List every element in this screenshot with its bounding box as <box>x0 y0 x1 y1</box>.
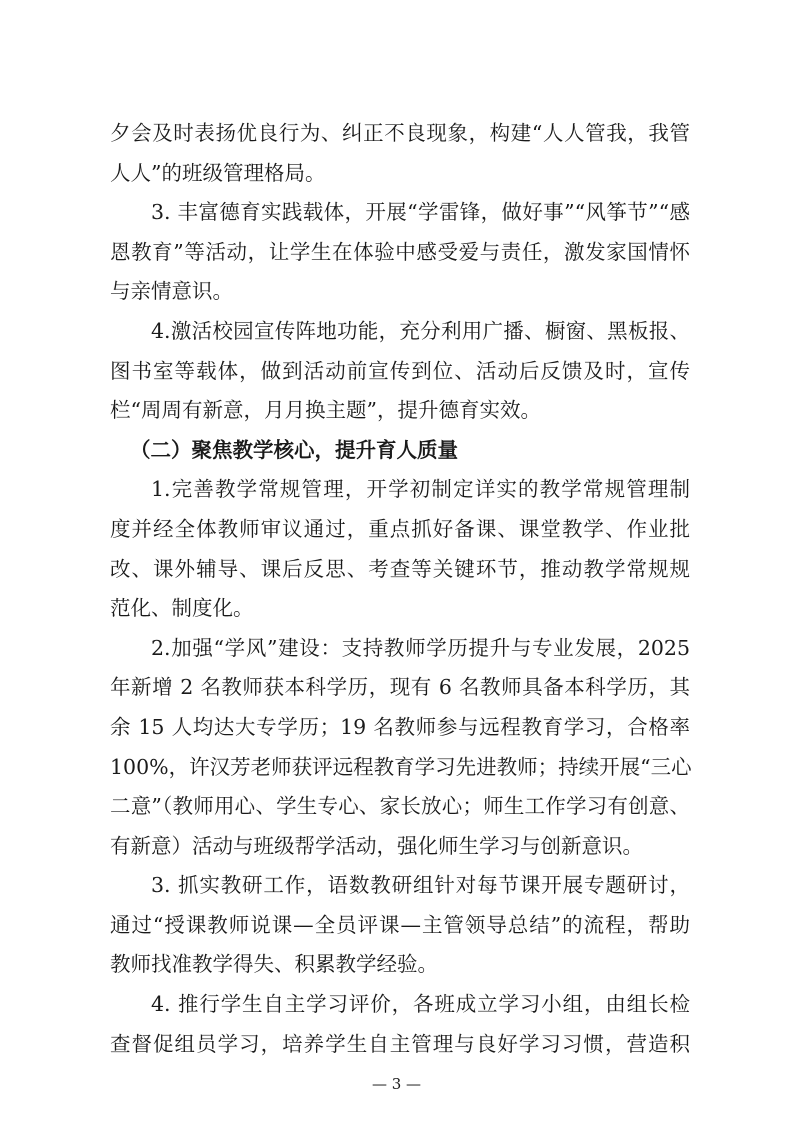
text-line: 4.激活校园宣传阵地功能，充分利用广播、橱窗、黑板报、 <box>151 318 690 343</box>
text-line: 4. 推行学生自主学习评价，各班成立学习小组，由组长检 <box>151 992 690 1017</box>
text-line: 夕会及时表扬优良行为、纠正不良现象，构建“人人管我，我管 <box>110 121 690 145</box>
text-line: 教师找准教学得失、积累教学经验。 <box>110 952 438 977</box>
text-line: 3. 丰富德育实践载体，开展“学雷锋，做好事”“风筝节”“感 <box>151 200 690 225</box>
text-line: 通过“授课教师说课—全员评课—主管领导总结”的流程，帮助 <box>110 912 690 937</box>
text-line: 度并经全体教师审议通过，重点抓好备课、课堂教学、作业批 <box>110 516 690 541</box>
page-number: — 3 — <box>371 1075 422 1093</box>
text-line: 余 15 人均达大专学历；19 名教师参与远程教育学习，合格率 <box>110 714 690 739</box>
text-line: 1.完善教学常规管理，开学初制定详实的教学常规管理制 <box>151 477 690 502</box>
text-line: 二意”（教师用心、学生专心、家长放心；师生工作学习有创意、 <box>110 794 690 819</box>
section-heading: （二）聚焦教学核心，提升育人质量 <box>130 437 458 462</box>
text-line: 查督促组员学习，培养学生自主管理与良好学习习惯，营造积 <box>110 1031 690 1056</box>
text-line: 栏“周周有新意，月月换主题”，提升德育实效。 <box>110 398 541 423</box>
text-line: 3. 抓实教研工作，语数教研组针对每节课开展专题研讨， <box>151 873 690 898</box>
text-line: 100%，许汉芳老师获评远程教育学习先进教师；持续开展“三心 <box>110 754 692 779</box>
document-body <box>110 114 690 1064</box>
text-line: 图书室等载体，做到活动前宣传到位、活动后反馈及时，宣传 <box>110 358 690 383</box>
text-line: 2.加强“学风”建设：支持教师学历提升与专业发展，2025 <box>151 635 690 660</box>
text-line: 人人”的班级管理格局。 <box>110 160 326 185</box>
text-line: 与亲情意识。 <box>110 279 233 304</box>
text-line: 改、课外辅导、课后反思、考查等关键环节，推动教学常规规 <box>110 556 690 581</box>
text-line: 恩教育”等活动，让学生在体验中感受爱与责任，激发家国情怀 <box>110 239 690 264</box>
text-line: 年新增 2 名教师获本科学历，现有 6 名教师具备本科学历，其 <box>110 675 690 700</box>
text-line: 范化、制度化。 <box>110 596 254 621</box>
text-line: 有新意）活动与班级帮学活动，强化师生学习与创新意识。 <box>110 833 643 858</box>
